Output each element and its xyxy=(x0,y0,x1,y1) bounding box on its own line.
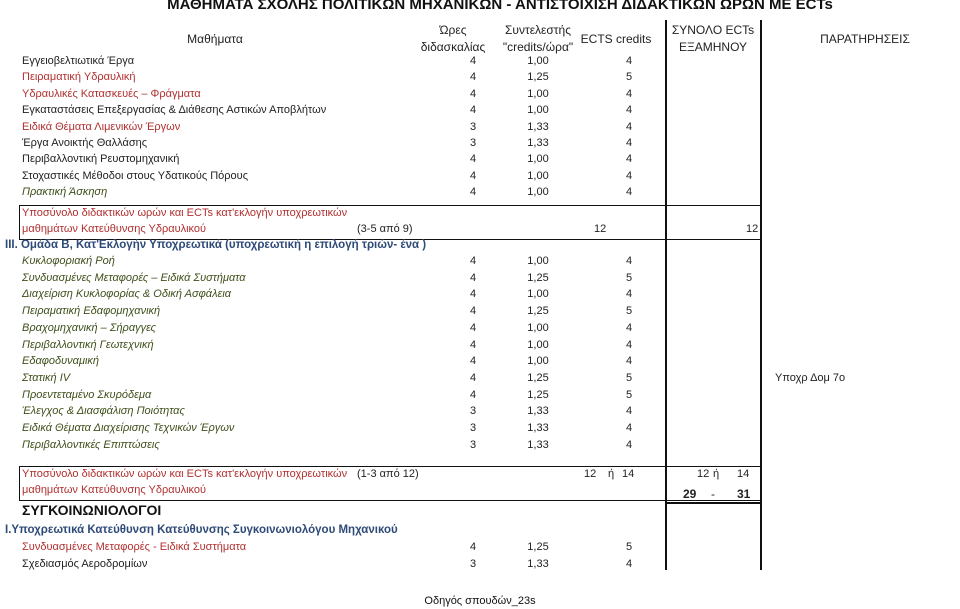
grand-total-low: 29 xyxy=(683,487,697,501)
ects-credits: 4 xyxy=(625,557,633,570)
subtotal2-total-b: 14 xyxy=(737,468,750,480)
table-row xyxy=(0,387,960,404)
credits-coefficient: 1,00 xyxy=(527,288,549,301)
course-name: Κυκλοφοριακή Ροή xyxy=(22,255,115,267)
teaching-hours: 4 xyxy=(469,355,477,368)
credits-coefficient: 1,33 xyxy=(527,438,549,451)
credits-coefficient: 1,00 xyxy=(527,186,549,199)
ects-credits: 4 xyxy=(625,186,633,199)
ects-credits: 4 xyxy=(625,120,633,133)
teaching-hours: 4 xyxy=(469,541,477,553)
table-row xyxy=(0,286,960,303)
course-name: Ειδικά Θέματα Διαχείρισης Τεχνικών Έργων xyxy=(22,422,235,434)
section-transport-heading: ΣΥΓΚΟΙΝΩΝΙΟΛΟΓΟΙ xyxy=(22,502,162,518)
header-hours-line2: διδασκαλίας xyxy=(420,40,486,54)
table-row xyxy=(0,403,960,420)
header-hours xyxy=(418,22,488,56)
course-name: Περιβαλλοντική Γεωτεχνική xyxy=(22,338,154,351)
teaching-hours: 4 xyxy=(469,55,477,67)
subtotal1-range: (3-5 από 9) xyxy=(357,223,413,235)
credits-coefficient: 1,00 xyxy=(527,55,549,67)
section-transport-sub xyxy=(0,522,960,539)
table-row xyxy=(0,420,960,437)
teaching-hours: 3 xyxy=(469,405,477,418)
table-row xyxy=(0,539,960,556)
table-row xyxy=(0,253,960,270)
ects-credits: 4 xyxy=(625,255,633,267)
header-hours-line1: Ώρες xyxy=(439,23,467,37)
subtotal2-ects-b: 14 xyxy=(622,468,635,480)
teaching-hours: 4 xyxy=(469,255,477,267)
teaching-hours: 4 xyxy=(469,371,477,384)
credits-coefficient: 1,00 xyxy=(527,87,549,100)
header-total xyxy=(668,22,758,56)
teaching-hours: 4 xyxy=(469,169,477,182)
ects-credits: 5 xyxy=(625,305,633,318)
credits-coefficient: 1,33 xyxy=(527,557,549,570)
teaching-hours: 4 xyxy=(469,338,477,351)
teaching-hours: 3 xyxy=(469,422,477,434)
course-name: Συνδυασμένες Μεταφορές – Ειδικά Συστήματα xyxy=(22,271,246,284)
course-name: Στατική IV xyxy=(22,371,71,384)
ects-credits: 4 xyxy=(625,338,633,351)
course-name: Περιβαλλοντικές Επιπτώσεις xyxy=(22,438,160,451)
ects-credits: 4 xyxy=(625,55,633,67)
grand-total-rule xyxy=(665,502,762,504)
teaching-hours: 3 xyxy=(469,137,477,149)
course-name: Στοχαστικές Μέθοδοι στους Υδατικούς Πόρους xyxy=(22,169,248,182)
course-name: Βραχομηχανική – Σήραγγες xyxy=(22,321,157,334)
ects-credits: 4 xyxy=(625,169,633,182)
ects-credits: 4 xyxy=(625,355,633,368)
section3-title-text: ΙΙΙ. Ομάδα Β, Κατ'Εκλογήν Υποχρεωτικά (υποχρεωτική η επιλογή τριών- ένα ) xyxy=(5,239,427,251)
table-row xyxy=(0,184,960,201)
course-name: Περιβαλλοντική Ρευστομηχανική xyxy=(22,153,180,166)
course-name: Εγγειοβελτιωτικά Έργα xyxy=(22,55,135,67)
table-row xyxy=(0,53,960,70)
teaching-hours: 4 xyxy=(469,271,477,284)
section-transport-sub-text: Ι.Υποχρεωτικά Κατεύθυνση Κατεύθυνσης Συγκοινωνιολόγου Μηχανικού xyxy=(5,524,398,536)
ects-credits: 5 xyxy=(625,388,633,401)
teaching-hours: 4 xyxy=(469,104,477,117)
header-remarks: ΠΑΡΑΤΗΡΗΣΕΙΣ xyxy=(820,32,910,46)
credits-coefficient: 1,33 xyxy=(527,120,549,133)
teaching-hours: 4 xyxy=(469,288,477,301)
header-total-line2: ΕΞΑΜΗΝΟΥ xyxy=(678,40,748,54)
credits-coefficient: 1,25 xyxy=(527,305,549,318)
header-coefficient xyxy=(497,22,579,56)
table-row xyxy=(0,86,960,103)
remark: Υποχρ Δομ 7ο xyxy=(775,371,846,384)
ects-credits: 4 xyxy=(625,422,633,434)
teaching-hours: 4 xyxy=(469,153,477,166)
ects-credits: 5 xyxy=(625,271,633,284)
course-name: Πειραματική Υδραυλική xyxy=(22,71,136,84)
table-row xyxy=(0,102,960,119)
course-name: Διαχείριση Κυκλοφορίας & Οδική Ασφάλεια xyxy=(22,288,232,301)
ects-credits: 4 xyxy=(625,405,633,418)
teaching-hours: 4 xyxy=(469,321,477,334)
ects-credits: 4 xyxy=(625,104,633,117)
table-row xyxy=(0,320,960,337)
credits-coefficient: 1,33 xyxy=(527,422,549,434)
course-name: Συνδυασμένες Μεταφορές - Ειδικά Συστήματα xyxy=(22,541,247,553)
teaching-hours: 3 xyxy=(469,120,477,133)
table-row xyxy=(0,151,960,168)
subtotal2-total-a: 12 xyxy=(697,468,710,480)
course-name: Σχεδιασμός Αεροδρομίων xyxy=(22,557,148,570)
course-name: Ειδικά Θέματα Λιμενικών Έργων xyxy=(22,120,181,133)
teaching-hours: 4 xyxy=(469,71,477,84)
table-row xyxy=(0,119,960,136)
subtotal1-line2: μαθημάτων Κατεύθυνσης Υδραυλικού xyxy=(22,223,207,235)
grand-total-high: 31 xyxy=(737,487,751,501)
teaching-hours: 4 xyxy=(469,388,477,401)
course-name: Πειραματική Εδαφομηχανική xyxy=(22,305,161,318)
header-courses: Μαθήματα xyxy=(187,32,243,46)
credits-coefficient: 1,00 xyxy=(527,255,549,267)
credits-coefficient: 1,25 xyxy=(527,371,549,384)
table-row xyxy=(0,135,960,152)
subtotal2-line1: Υποσύνολο διδακτικών ωρών και ECTs κατ'εκλογήν υποχρεωτικών xyxy=(22,468,348,480)
credits-coefficient: 1,00 xyxy=(527,169,549,182)
subtotal2-total-or: ή xyxy=(713,468,720,480)
teaching-hours: 4 xyxy=(469,305,477,318)
teaching-hours: 4 xyxy=(469,87,477,100)
table-row xyxy=(0,69,960,86)
ects-credits: 4 xyxy=(625,438,633,451)
credits-coefficient: 1,33 xyxy=(527,405,549,418)
table-row xyxy=(0,556,960,573)
ects-credits: 5 xyxy=(625,371,633,384)
course-name: Προεντεταμένο Σκυρόδεμα xyxy=(22,388,152,401)
header-coef-line1: Συντελεστής xyxy=(504,23,572,37)
credits-coefficient: 1,00 xyxy=(527,355,549,368)
course-name: Εδαφοδυναμική xyxy=(22,355,100,368)
credits-coefficient: 1,00 xyxy=(527,321,549,334)
course-name: Υδραυλικές Κατασκευές – Φράγματα xyxy=(22,87,201,100)
page-title: ΜΑΘΗΜΑΤΑ ΣΧΟΛΗΣ ΠΟΛΙΤΙΚΩΝ ΜΗΧΑΝΙΚΩΝ - ΑΝΤΙΣΤΟΙΧΙΣΗ ΔΙΔΑΚΤΙΚΩΝ ΩΡΩΝ ΜΕ ECTs xyxy=(167,0,833,13)
subtotal2-ects-or: ή xyxy=(608,468,615,480)
credits-coefficient: 1,00 xyxy=(527,338,549,351)
subtotal2-ects-a: 12 xyxy=(584,468,597,480)
table-row xyxy=(0,437,960,454)
table-row xyxy=(0,370,960,387)
course-name: Εγκαταστάσεις Επεξεργασίας & Διάθεσης Αστικών Αποβλήτων xyxy=(22,104,327,117)
ects-credits: 4 xyxy=(625,321,633,334)
subtotal1-ects: 12 xyxy=(594,223,607,235)
credits-coefficient: 1,33 xyxy=(527,137,549,149)
table-row xyxy=(0,303,960,320)
table-row xyxy=(0,337,960,354)
header-total-line1: ΣΥΝΟΛΟ ECTs xyxy=(671,23,755,37)
subtotal1-line1: Υποσύνολο διδακτικών ωρών και ECTs κατ'εκλογήν υποχρεωτικών xyxy=(22,207,348,219)
ects-credits: 4 xyxy=(625,87,633,100)
table-row xyxy=(0,353,960,370)
credits-coefficient: 1,25 xyxy=(527,541,549,553)
teaching-hours: 4 xyxy=(469,186,477,199)
section3-title xyxy=(0,237,960,254)
course-name: Έργα Ανοικτής Θαλλάσης xyxy=(22,137,148,149)
ects-credits: 4 xyxy=(625,288,633,301)
credits-coefficient: 1,25 xyxy=(527,388,549,401)
teaching-hours: 3 xyxy=(469,557,477,570)
grand-total-dash: - xyxy=(711,487,715,501)
header-ects: ECTS credits xyxy=(580,32,652,46)
subtotal2-line2: μαθημάτων Κατεύθυνσης Υδραυλικού xyxy=(22,484,207,496)
ects-credits: 4 xyxy=(625,137,633,149)
credits-coefficient: 1,25 xyxy=(527,271,549,284)
subtotal1-total: 12 xyxy=(746,223,759,235)
course-name: Πρακτική Άσκηση xyxy=(22,186,108,199)
header-coef-line2: "credits/ώρα" xyxy=(502,40,574,54)
subtotal2-range: (1-3 από 12) xyxy=(357,468,419,480)
ects-credits: 4 xyxy=(625,153,633,166)
ects-credits: 5 xyxy=(625,71,633,84)
table-row xyxy=(0,270,960,287)
teaching-hours: 3 xyxy=(469,438,477,451)
credits-coefficient: 1,25 xyxy=(527,71,549,84)
credits-coefficient: 1,00 xyxy=(527,104,549,117)
ects-credits: 5 xyxy=(625,541,633,553)
page-footer: Οδηγός σπουδών_23s xyxy=(424,595,536,607)
course-name: Έλεγχος & Διασφάλιση Ποιότητας xyxy=(22,405,185,418)
table-row xyxy=(0,168,960,185)
credits-coefficient: 1,00 xyxy=(527,153,549,166)
